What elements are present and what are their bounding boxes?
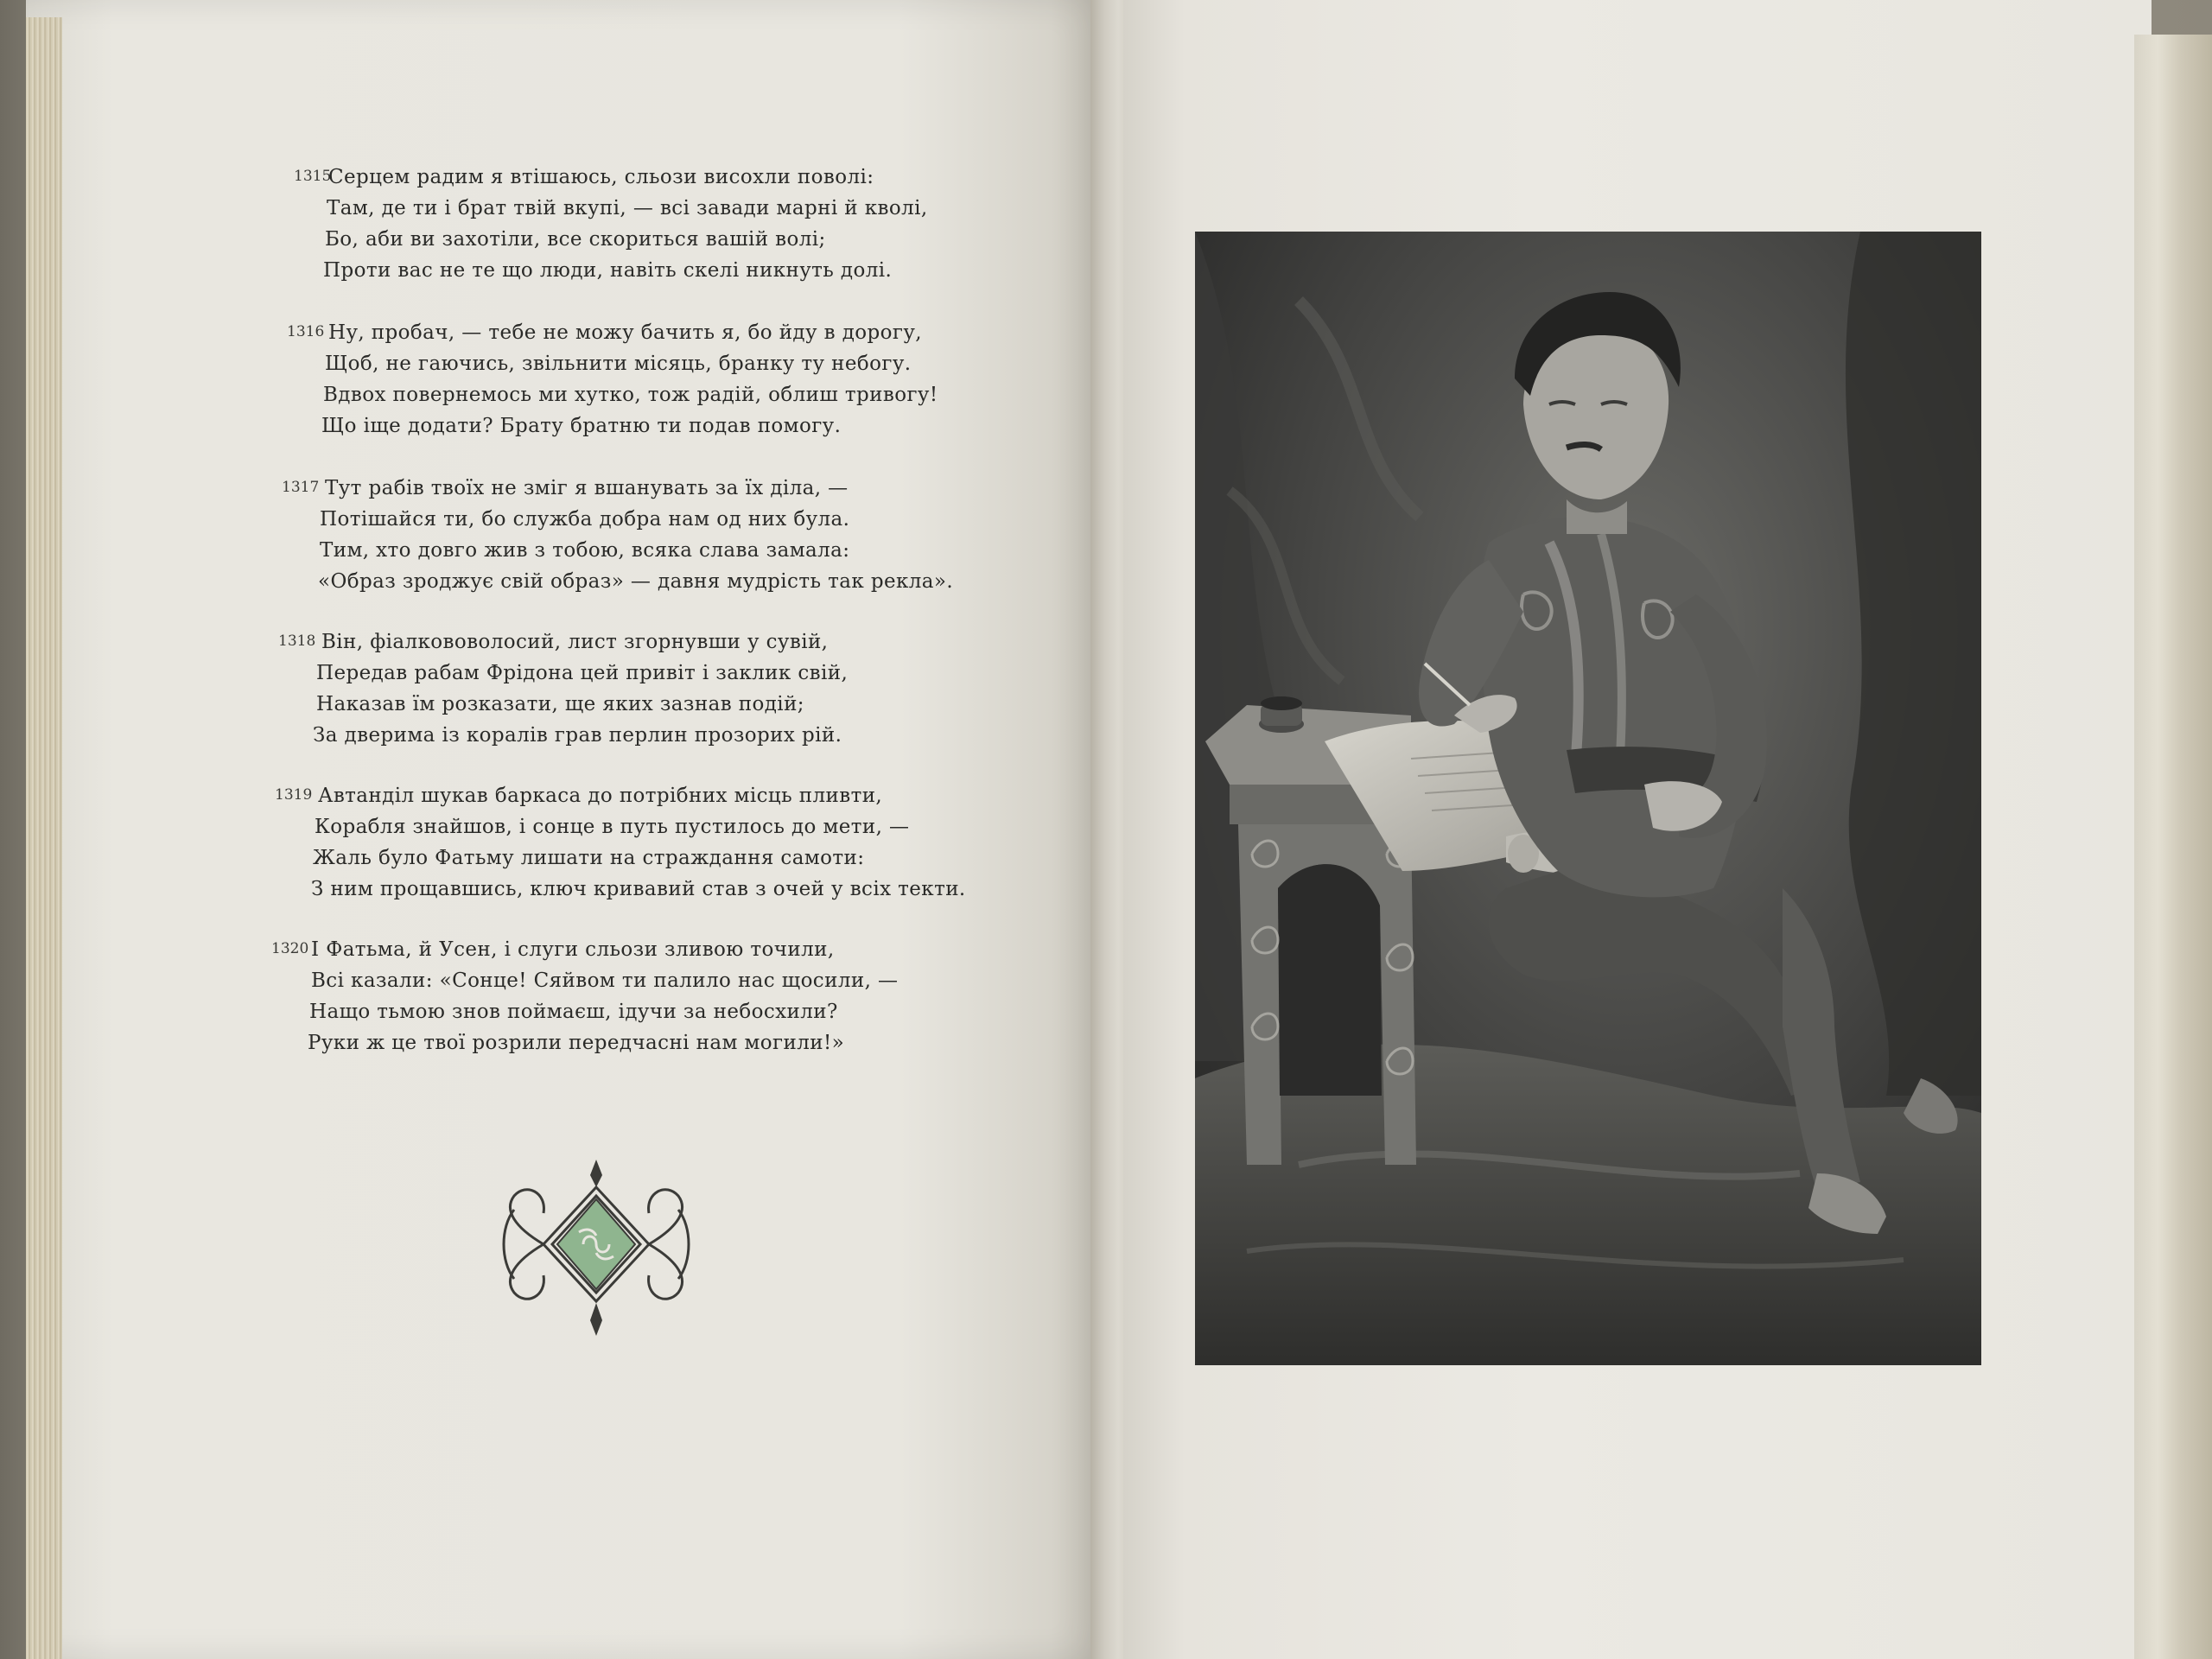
verse-line: Ну, пробач, — тебе не можу бачить я, бо йду в дорогу, bbox=[328, 321, 922, 344]
stanza-number: 1320 bbox=[271, 940, 309, 957]
verse-line: Корабля знайшов, і сонце в путь пустилось до мети, — bbox=[315, 816, 910, 838]
page-edges-left bbox=[26, 17, 62, 1659]
verse-line: Наказав їм розказати, ще яких зазнав подій; bbox=[316, 693, 804, 715]
verse-line: З ним прощавшись, ключ кривавий став з очей у всіх текти. bbox=[311, 878, 966, 900]
stanza-number: 1317 bbox=[282, 479, 320, 496]
stanza-number: 1319 bbox=[275, 786, 313, 804]
verse-line: Бо, аби ви захотіли, все скориться вашій волі; bbox=[325, 228, 826, 251]
verse-line: Тут рабів твоїх не зміг я вшанувать за їх діла, — bbox=[325, 477, 849, 499]
verse-line: Всі казали: «Сонце! Сяйвом ти палило нас щосили, — bbox=[311, 969, 899, 992]
verse-line: Потішайся ти, бо служба добра нам од них була. bbox=[320, 508, 850, 531]
verse-line: Тим, хто довго жив з тобою, всяка слава замала: bbox=[320, 539, 850, 562]
verse-line: Вдвох повернемось ми хутко, тож радій, облиш тривогу! bbox=[323, 384, 938, 406]
stanza-number: 1316 bbox=[287, 323, 325, 340]
ornament-icon bbox=[497, 1158, 696, 1339]
verse-line: Щоб, не гаючись, звільнити місяць, бранку ту небогу. bbox=[325, 353, 912, 375]
stanza-number: 1315 bbox=[294, 168, 332, 185]
verse-line: За дверима із коралів грав перлин прозорих рій. bbox=[313, 724, 842, 747]
verse-line: Проти вас не те що люди, навіть скелі никнуть долі. bbox=[323, 259, 893, 282]
verse-line: Що іще додати? Брату братню ти подав помогу. bbox=[321, 415, 842, 437]
verse-line: Там, де ти і брат твій вкупі, — всі завади марні й кволі, bbox=[327, 197, 928, 219]
verse-line: «Образ зроджує свій образ» — давня мудрість так рекла». bbox=[318, 570, 954, 593]
verse-line: І Фатьма, й Усен, і слуги сльози зливою точили, bbox=[311, 938, 835, 961]
verse-line: Автанділ шукав баркаса до потрібних місць пливти, bbox=[318, 785, 883, 807]
verse-line: Передав рабам Фрідона цей привіт і заклик свій, bbox=[316, 662, 849, 684]
verse-line: Нащо тьмою знов поймаєш, ідучи за небосхили? bbox=[309, 1001, 838, 1023]
verse-line: Жаль було Фатьму лишати на страждання самоти: bbox=[313, 847, 865, 869]
verse-line: Серцем радим я втішаюсь, сльози висохли поволі: bbox=[328, 166, 874, 188]
illustration-man-writing-letter bbox=[1195, 232, 1981, 1365]
stanza-number: 1318 bbox=[278, 632, 316, 650]
verse-line: Руки ж це твої розрили передчасні нам могили!» bbox=[308, 1032, 845, 1054]
verse-line: Він, фіалкововолосий, лист згорнувши у сувій, bbox=[321, 631, 829, 653]
page-edges-right bbox=[2134, 35, 2212, 1659]
